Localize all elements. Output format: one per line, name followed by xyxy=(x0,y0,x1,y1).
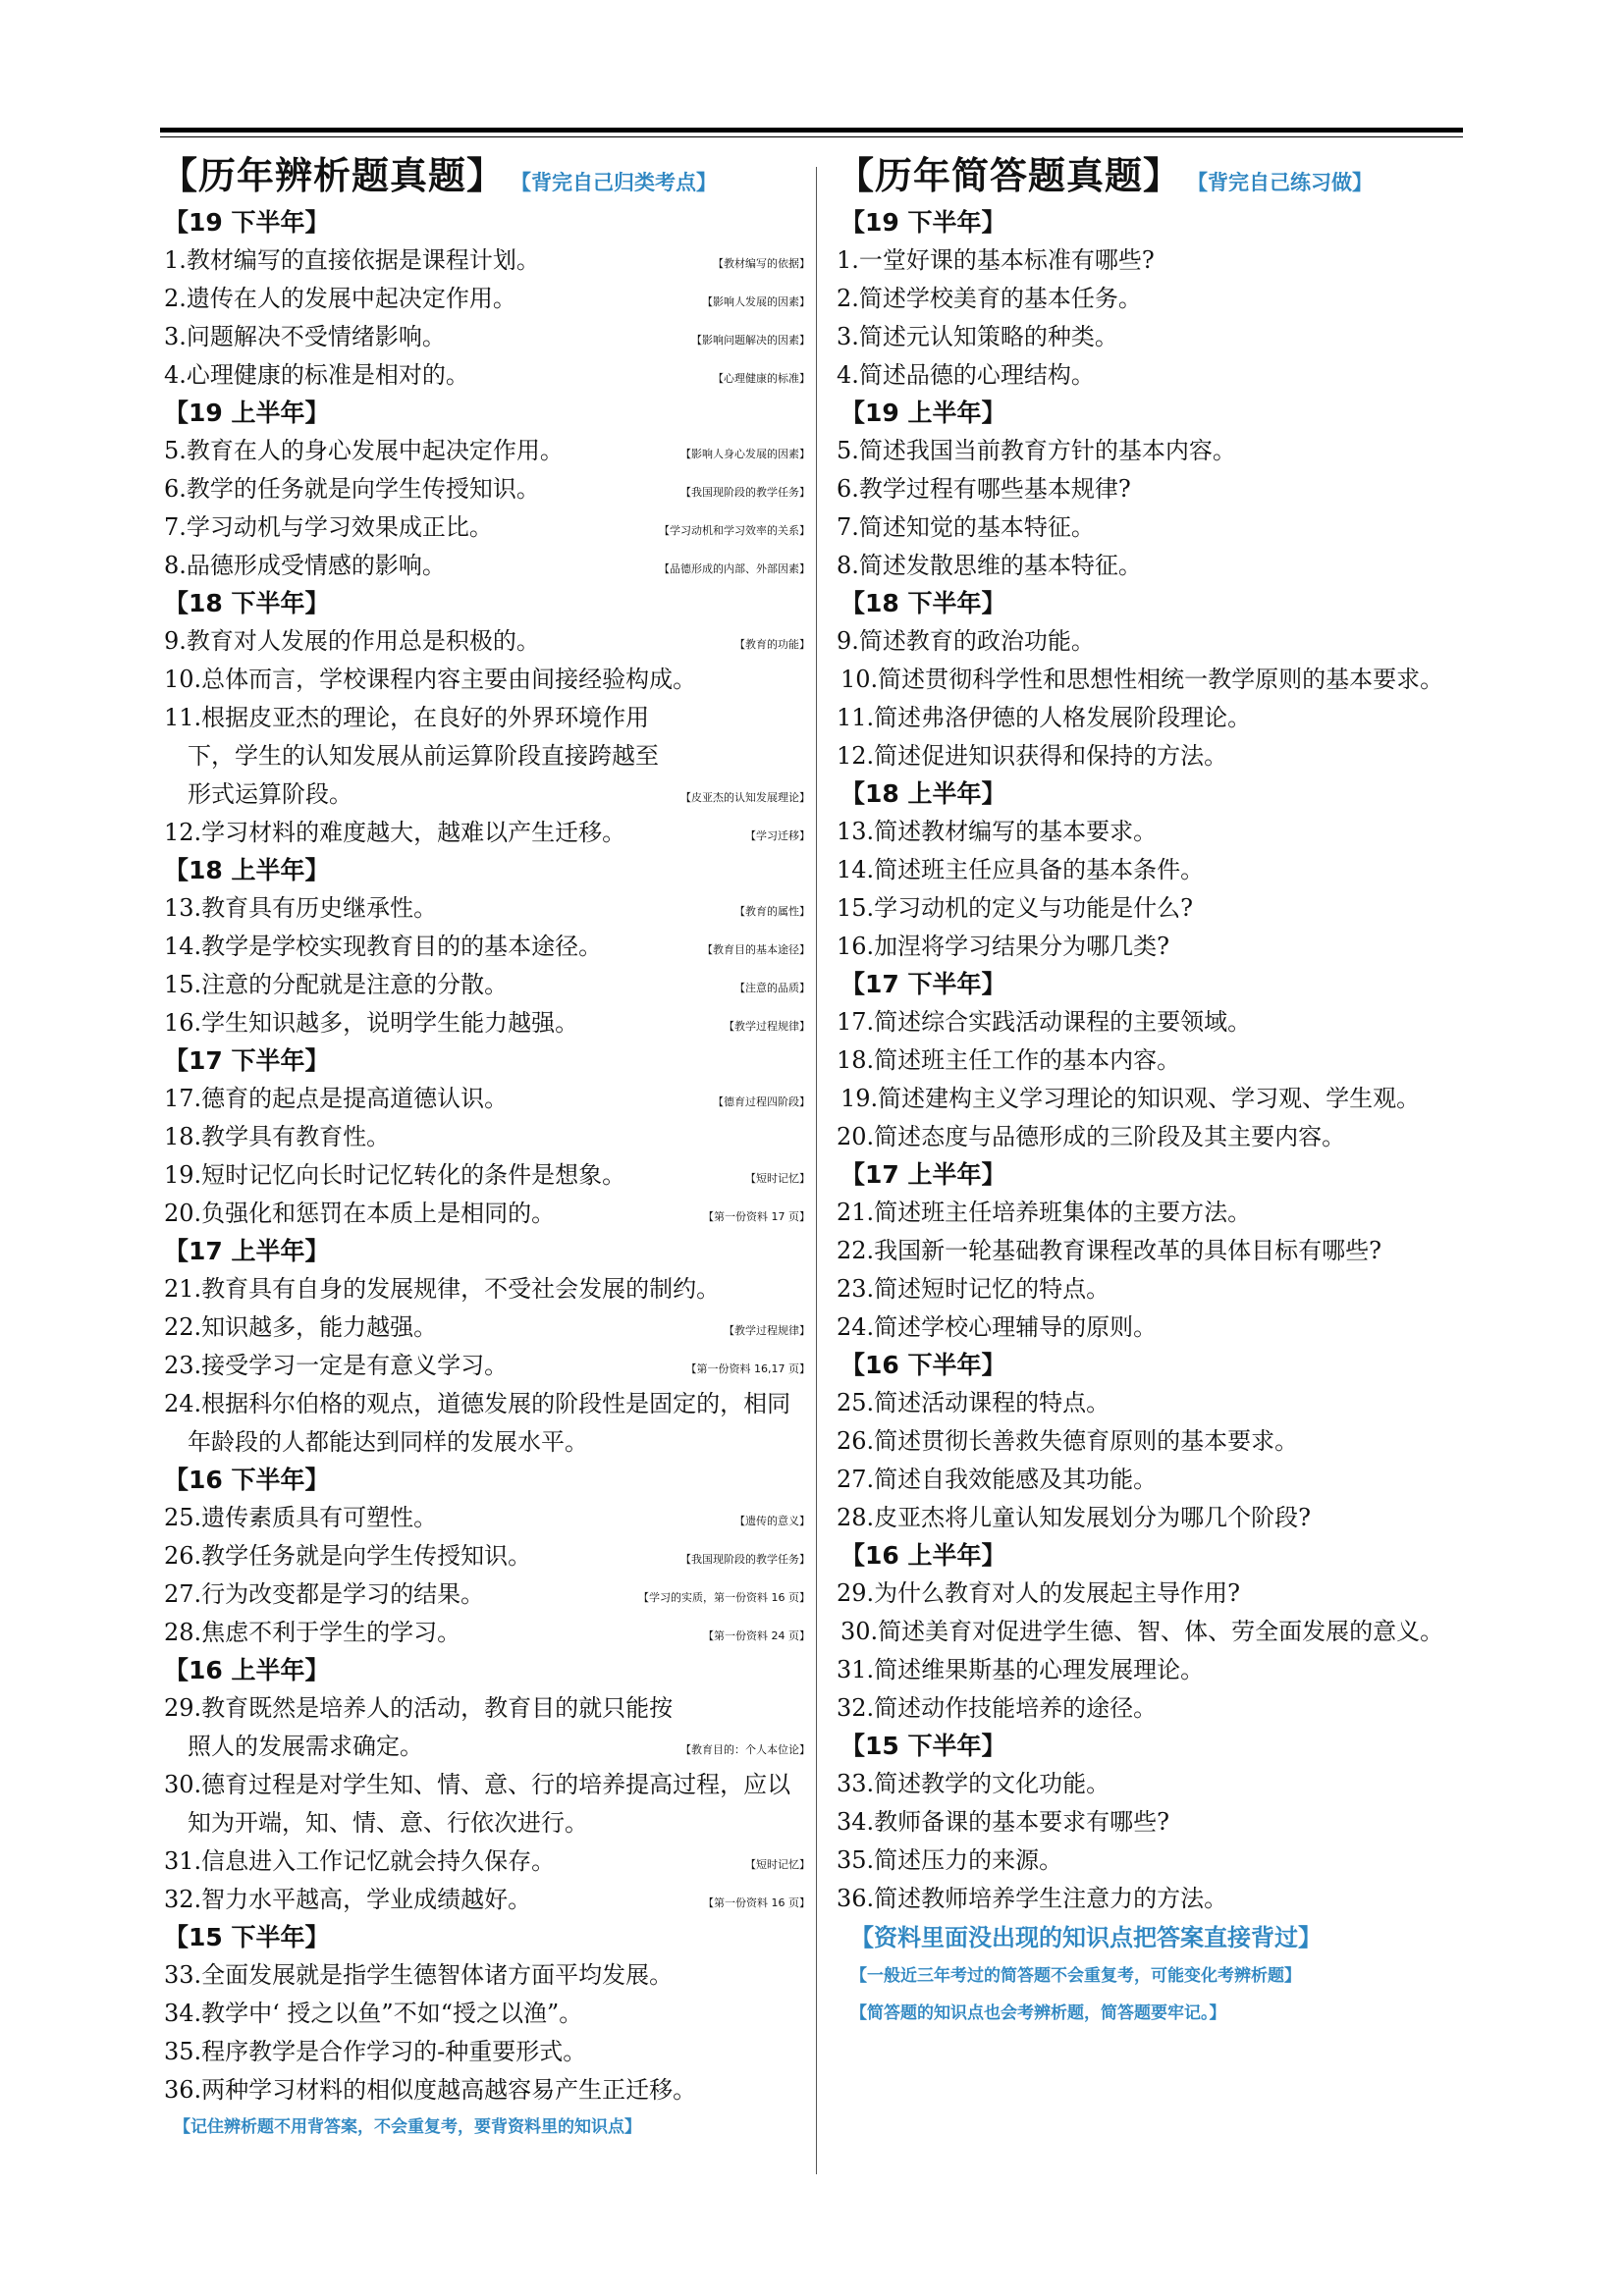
question-text: 13.教育具有历史继承性。 xyxy=(164,894,438,922)
question-item xyxy=(837,1194,1465,1232)
question-item xyxy=(160,1881,810,1919)
question-text: 21.简述班主任培养班集体的主要方法。 xyxy=(837,1199,1252,1226)
question-text: 11.根据皮亚杰的理论，在良好的外界环境作用下，学生的认知发展从前运算阶段直接跨越至形式运算阶段。 xyxy=(164,704,659,808)
question-text: 11.简述弗洛伊德的人格发展阶段理论。 xyxy=(837,704,1252,731)
question-text: 14.教学是学校实现教育目的的基本途径。 xyxy=(164,933,603,960)
analysis-questions-column xyxy=(160,147,810,2145)
topic-tag: 【影响问题解决的因素】 xyxy=(691,334,810,347)
left-footer-note: 【记住辨析题不用背答案，不会重复考，要背资料里的知识点】 xyxy=(174,2117,641,2137)
question-item xyxy=(160,2033,810,2071)
topic-tag: 【学习动机和学习效率的关系】 xyxy=(659,524,810,537)
question-item xyxy=(160,1270,810,1308)
question-text: 4.心理健康的标准是相对的。 xyxy=(164,361,469,389)
right-subtitle: 【背完自己练习做】 xyxy=(1187,171,1374,194)
right-footer-main: 【资料里面没出现的知识点把答案直接背过】 xyxy=(850,1924,1322,1951)
question-text: 16.加涅将学习结果分为哪几类? xyxy=(837,933,1170,960)
question-text: 9.教育对人发展的作用总是积极的。 xyxy=(164,627,540,655)
column-divider xyxy=(816,167,817,2174)
topic-tag: 【教育的功能】 xyxy=(734,638,810,651)
topic-tag: 【短时记忆】 xyxy=(745,1858,810,1871)
question-item xyxy=(160,280,810,318)
topic-tag: 【我国现阶段的教学任务】 xyxy=(680,1553,810,1566)
question-text: 28.焦虑不利于学生的学习。 xyxy=(164,1619,461,1646)
question-text: 33.全面发展就是指学生德智体诸方面平均发展。 xyxy=(164,1961,674,1989)
question-text: 12.简述促进知识获得和保持的方法。 xyxy=(837,742,1228,770)
year-heading: 【16 下半年】 xyxy=(840,1351,1006,1379)
question-item xyxy=(160,241,810,280)
question-item xyxy=(160,432,810,470)
question-text: 5.简述我国当前教育方针的基本内容。 xyxy=(837,437,1236,464)
question-text: 14.简述班主任应具备的基本条件。 xyxy=(837,856,1205,883)
question-item xyxy=(160,699,810,814)
question-item xyxy=(837,318,1465,356)
topic-tag: 【第一份资料 17 页】 xyxy=(703,1210,810,1223)
question-text: 29.教育既然是培养人的活动，教育目的就只能按照人的发展需求确定。 xyxy=(164,1694,674,1760)
question-item xyxy=(837,813,1465,851)
question-item xyxy=(837,547,1465,585)
year-heading: 【16 下半年】 xyxy=(164,1466,330,1494)
question-text: 22.知识越多，能力越强。 xyxy=(164,1313,438,1341)
topic-tag: 【教育目的基本途径】 xyxy=(702,943,810,956)
left-title-row xyxy=(160,147,810,204)
top-rule-thick xyxy=(160,128,1463,133)
question-item xyxy=(160,356,810,395)
question-text: 12.学习材料的难度越大，越难以产生迁移。 xyxy=(164,819,626,846)
right-title: 【历年简答题真题】 xyxy=(837,153,1182,197)
question-item xyxy=(837,1651,1465,1689)
question-item xyxy=(837,356,1465,395)
year-heading: 【15 下半年】 xyxy=(164,1923,330,1951)
question-text: 25.遗传素质具有可塑性。 xyxy=(164,1504,438,1531)
question-text: 23.接受学习一定是有意义学习。 xyxy=(164,1352,509,1379)
question-item xyxy=(160,1195,810,1233)
question-text: 26.简述贯彻长善救失德育原则的基本要求。 xyxy=(837,1427,1299,1455)
year-heading: 【15 下半年】 xyxy=(840,1732,1006,1760)
right-footer-note-1: 【一般近三年考过的简答题不会重复考，可能变化考辨析题】 xyxy=(850,1966,1301,1986)
question-text: 33.简述教学的文化功能。 xyxy=(837,1770,1110,1797)
topic-tag: 【影响人发展的因素】 xyxy=(702,295,810,308)
year-heading: 【16 上半年】 xyxy=(840,1541,1006,1570)
topic-tag: 【影响人身心发展的因素】 xyxy=(680,448,810,460)
topic-tag: 【我国现阶段的教学任务】 xyxy=(680,486,810,499)
topic-tag: 【教学过程规律】 xyxy=(724,1020,810,1033)
topic-tag: 【品德形成的内部、外部因素】 xyxy=(659,562,810,575)
question-item xyxy=(837,1613,1465,1651)
question-item xyxy=(837,241,1465,280)
topic-tag: 【学习迁移】 xyxy=(745,829,810,842)
question-item xyxy=(160,1956,810,1995)
topic-tag: 【第一份资料 16,17 页】 xyxy=(685,1362,810,1375)
question-text: 7.简述知觉的基本特征。 xyxy=(837,513,1095,541)
right-title-row xyxy=(837,147,1465,204)
question-item xyxy=(837,928,1465,966)
question-item xyxy=(160,1995,810,2033)
question-text: 3.问题解决不受情绪影响。 xyxy=(164,323,446,350)
question-item xyxy=(160,1004,810,1042)
question-item xyxy=(837,432,1465,470)
topic-tag: 【德育过程四阶段】 xyxy=(713,1095,810,1108)
top-rule-thin xyxy=(160,136,1463,137)
topic-tag: 【第一份资料 24 页】 xyxy=(703,1629,810,1642)
question-item xyxy=(160,1080,810,1118)
question-item xyxy=(837,1080,1465,1118)
question-item xyxy=(837,1118,1465,1156)
topic-tag: 【教材编写的依据】 xyxy=(713,257,810,270)
question-item xyxy=(160,1575,810,1614)
question-text: 13.简述教材编写的基本要求。 xyxy=(837,818,1158,845)
question-text: 8.品德形成受情感的影响。 xyxy=(164,552,446,579)
question-text: 1.教材编写的直接依据是课程计划。 xyxy=(164,246,540,274)
question-text: 27.行为改变都是学习的结果。 xyxy=(164,1580,485,1608)
question-text: 18.教学具有教育性。 xyxy=(164,1123,391,1150)
year-heading: 【18 上半年】 xyxy=(164,856,330,884)
question-text: 5.教育在人的身心发展中起决定作用。 xyxy=(164,437,564,464)
question-text: 22.我国新一轮基础教育课程改革的具体目标有哪些? xyxy=(837,1237,1382,1264)
question-text: 31.简述维果斯基的心理发展理论。 xyxy=(837,1656,1205,1683)
question-text: 3.简述元认知策略的种类。 xyxy=(837,323,1118,350)
question-item xyxy=(837,1270,1465,1308)
year-heading: 【18 上半年】 xyxy=(840,779,1006,808)
question-item xyxy=(837,1765,1465,1803)
question-item xyxy=(160,1537,810,1575)
question-text: 26.教学任务就是向学生传授知识。 xyxy=(164,1542,532,1570)
question-text: 27.简述自我效能感及其功能。 xyxy=(837,1466,1158,1493)
question-text: 17.简述综合实践活动课程的主要领域。 xyxy=(837,1008,1252,1036)
question-item xyxy=(160,661,810,699)
question-item xyxy=(160,2071,810,2109)
year-heading: 【17 上半年】 xyxy=(164,1237,330,1265)
year-heading: 【17 下半年】 xyxy=(840,970,1006,998)
question-item xyxy=(160,508,810,547)
question-item xyxy=(160,889,810,928)
topic-tag: 【皮亚杰的认知发展理论】 xyxy=(680,791,810,804)
question-text: 30.简述美育对促进学生德、智、体、劳全面发展的意义。 xyxy=(840,1618,1444,1645)
question-text: 16.学生知识越多，说明学生能力越强。 xyxy=(164,1009,579,1037)
question-item xyxy=(160,1689,810,1766)
question-text: 25.简述活动课程的特点。 xyxy=(837,1389,1110,1416)
question-text: 9.简述教育的政治功能。 xyxy=(837,627,1095,655)
question-item xyxy=(837,1689,1465,1728)
question-text: 20.负强化和惩罚在本质上是相同的。 xyxy=(164,1200,556,1227)
topic-tag: 【心理健康的标准】 xyxy=(713,372,810,385)
question-item xyxy=(837,1803,1465,1842)
question-item xyxy=(837,889,1465,928)
question-item xyxy=(160,1156,810,1195)
question-text: 32.简述动作技能培养的途径。 xyxy=(837,1694,1158,1722)
year-heading: 【16 上半年】 xyxy=(164,1656,330,1684)
question-item xyxy=(837,1308,1465,1347)
topic-tag: 【短时记忆】 xyxy=(745,1172,810,1185)
question-text: 20.简述态度与品德形成的三阶段及其主要内容。 xyxy=(837,1123,1346,1150)
question-text: 8.简述发散思维的基本特征。 xyxy=(837,552,1142,579)
right-sections xyxy=(837,204,1465,1918)
question-text: 36.两种学习材料的相似度越高越容易产生正迁移。 xyxy=(164,2076,697,2104)
topic-tag: 【注意的品质】 xyxy=(734,982,810,994)
question-item xyxy=(160,547,810,585)
question-item xyxy=(160,318,810,356)
question-text: 34.教学中‘ 授之以鱼”不如“授之以渔”。 xyxy=(164,2000,583,2027)
question-item xyxy=(160,1385,810,1462)
year-heading: 【19 上半年】 xyxy=(164,399,330,427)
question-item xyxy=(837,280,1465,318)
question-item xyxy=(160,814,810,852)
question-text: 2.遗传在人的发展中起决定作用。 xyxy=(164,285,516,312)
question-item xyxy=(837,661,1465,699)
question-item xyxy=(837,1041,1465,1080)
question-item xyxy=(837,1575,1465,1613)
question-text: 6.教学过程有哪些基本规律? xyxy=(837,475,1131,503)
year-heading: 【19 下半年】 xyxy=(840,208,1006,237)
question-text: 18.简述班主任工作的基本内容。 xyxy=(837,1046,1181,1074)
question-item xyxy=(837,1422,1465,1461)
topic-tag: 【教学过程规律】 xyxy=(724,1324,810,1337)
topic-tag: 【第一份资料 16 页】 xyxy=(703,1896,810,1909)
question-item xyxy=(837,1499,1465,1537)
question-item xyxy=(160,966,810,1004)
question-text: 2.简述学校美育的基本任务。 xyxy=(837,285,1142,312)
question-text: 24.根据科尔伯格的观点，道德发展的阶段性是固定的，相同年龄段的人都能达到同样的发展水平。 xyxy=(164,1390,791,1456)
question-item xyxy=(160,622,810,661)
question-text: 24.简述学校心理辅导的原则。 xyxy=(837,1313,1158,1341)
question-text: 36.简述教师培养学生注意力的方法。 xyxy=(837,1885,1228,1912)
question-item xyxy=(837,508,1465,547)
question-item xyxy=(160,1118,810,1156)
question-text: 10.简述贯彻科学性和思想性相统一教学原则的基本要求。 xyxy=(840,666,1444,693)
year-heading: 【19 下半年】 xyxy=(164,208,330,237)
question-text: 17.德育的起点是提高道德认识。 xyxy=(164,1085,509,1112)
left-subtitle: 【背完自己归类考点】 xyxy=(511,171,718,194)
year-heading: 【17 上半年】 xyxy=(840,1160,1006,1189)
right-footer-note-2: 【简答题的知识点也会考辨析题，简答题要牢记。】 xyxy=(850,2003,1226,2023)
question-text: 35.简述压力的来源。 xyxy=(837,1846,1063,1874)
topic-tag: 【遗传的意义】 xyxy=(734,1515,810,1527)
question-text: 10.总体而言，学校课程内容主要由间接经验构成。 xyxy=(164,666,697,693)
topic-tag: 【教育目的：个人本位论】 xyxy=(680,1743,810,1756)
question-text: 15.注意的分配就是注意的分散。 xyxy=(164,971,509,998)
question-text: 34.教师备课的基本要求有哪些? xyxy=(837,1808,1170,1836)
topic-tag: 【学习的实质，第一份资料 16 页】 xyxy=(638,1591,810,1604)
question-text: 4.简述品德的心理结构。 xyxy=(837,361,1095,389)
left-title: 【历年辨析题真题】 xyxy=(160,153,506,197)
question-item xyxy=(837,1384,1465,1422)
question-text: 23.简述短时记忆的特点。 xyxy=(837,1275,1110,1303)
topic-tag: 【教育的属性】 xyxy=(734,905,810,918)
question-item xyxy=(160,470,810,508)
question-item xyxy=(160,1308,810,1347)
short-answer-column xyxy=(837,147,1465,2032)
question-text: 30.德育过程是对学生知、情、意、行的培养提高过程，应以知为开端，知、情、意、行依次进行。 xyxy=(164,1771,791,1837)
question-item xyxy=(160,928,810,966)
question-item xyxy=(160,1842,810,1881)
question-item xyxy=(837,1880,1465,1918)
question-text: 6.教学的任务就是向学生传授知识。 xyxy=(164,475,540,503)
question-text: 21.教育具有自身的发展规律，不受社会发展的制约。 xyxy=(164,1275,721,1303)
question-item xyxy=(837,622,1465,661)
year-heading: 【18 下半年】 xyxy=(164,589,330,617)
year-heading: 【18 下半年】 xyxy=(840,589,1006,617)
question-item xyxy=(160,1347,810,1385)
question-item xyxy=(837,1232,1465,1270)
question-text: 19.短时记忆向长时记忆转化的条件是想象。 xyxy=(164,1161,626,1189)
question-item xyxy=(837,1461,1465,1499)
question-item xyxy=(837,470,1465,508)
question-text: 15.学习动机的定义与功能是什么? xyxy=(837,894,1194,922)
question-item xyxy=(837,1842,1465,1880)
question-item xyxy=(837,851,1465,889)
question-text: 35.程序教学是合作学习的-种重要形式。 xyxy=(164,2038,587,2065)
question-item xyxy=(837,737,1465,775)
question-text: 32.智力水平越高，学业成绩越好。 xyxy=(164,1886,532,1913)
question-text: 28.皮亚杰将儿童认知发展划分为哪几个阶段? xyxy=(837,1504,1312,1531)
question-item xyxy=(160,1614,810,1652)
question-item xyxy=(160,1766,810,1842)
question-text: 29.为什么教育对人的发展起主导作用? xyxy=(837,1579,1241,1607)
question-text: 31.信息进入工作记忆就会持久保存。 xyxy=(164,1847,556,1875)
year-heading: 【17 下半年】 xyxy=(164,1046,330,1075)
question-text: 19.简述建构主义学习理论的知识观、学习观、学生观。 xyxy=(840,1085,1421,1112)
question-text: 7.学习动机与学习效果成正比。 xyxy=(164,513,493,541)
question-item xyxy=(837,1003,1465,1041)
question-item xyxy=(160,1499,810,1537)
left-sections xyxy=(160,204,810,2109)
question-item xyxy=(837,699,1465,737)
year-heading: 【19 上半年】 xyxy=(840,399,1006,427)
question-text: 1.一堂好课的基本标准有哪些? xyxy=(837,246,1155,274)
